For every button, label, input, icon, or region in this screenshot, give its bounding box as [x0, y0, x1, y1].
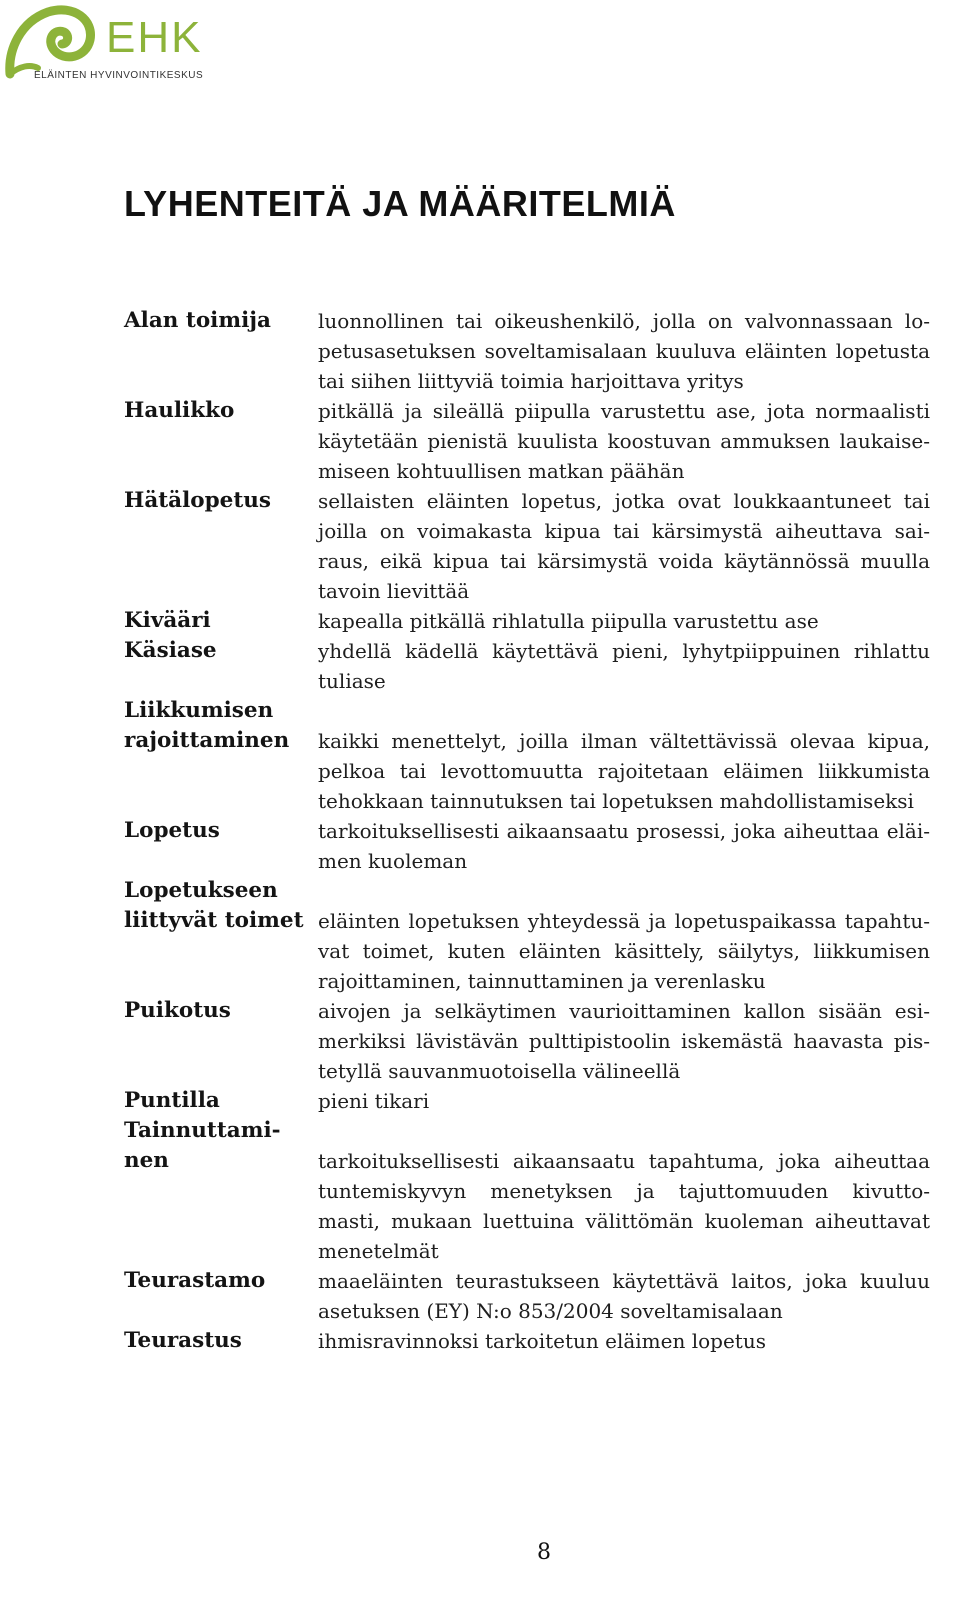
glossary-term: Lopetus [124, 818, 220, 843]
definition-line: miseen kohtuullisen matkan päähän [318, 459, 685, 483]
glossary-entry [124, 996, 934, 1086]
glossary-definition [318, 606, 930, 636]
definition-line: ihmisravinnoksi tarkoitetun eläimen lopetus [318, 1329, 766, 1353]
glossary-definition [318, 1116, 930, 1266]
glossary-definition [318, 1326, 930, 1356]
glossary-term-line: liittyvät toimet [124, 908, 304, 933]
glossary-definition [318, 1086, 930, 1116]
glossary-entry [124, 606, 934, 636]
glossary-term: Käsiase [124, 638, 217, 663]
definition-line: luonnollinen tai oikeushenkilö, jolla on valvonnassaan lo- [318, 309, 930, 333]
glossary-definition [318, 876, 930, 996]
glossary-definition [318, 1266, 930, 1326]
glossary-term: Puntilla [124, 1088, 220, 1113]
page-title: LYHENTEITÄ JA MÄÄRITELMIÄ [124, 183, 676, 224]
definition-line: tuliase [318, 669, 386, 693]
glossary-definition [318, 306, 930, 396]
definition-line: asetuksen (EY) N:o 853/2004 soveltamisalaan [318, 1299, 783, 1323]
glossary-entry [124, 396, 934, 486]
definition-line: maaeläinten teurastukseen käytettävä laitos, joka kuuluu [318, 1269, 930, 1293]
definition-line: eläinten lopetuksen yhteydessä ja lopetuspaikassa tapahtu- [318, 909, 930, 933]
glossary-entry [124, 696, 934, 816]
definition-line: masti, mukaan luettuina välittömän kuoleman aiheuttavat [318, 1209, 930, 1233]
glossary-term: Hätälopetus [124, 488, 271, 513]
glossary-term: Puikotus [124, 998, 231, 1023]
definition-line: kapealla pitkällä rihlatulla piipulla varustettu ase [318, 609, 819, 633]
glossary-entry [124, 1116, 934, 1266]
definition-line: menetelmät [318, 1239, 439, 1263]
definition-line: tai siihen liittyviä toimia harjoittava yritys [318, 369, 744, 393]
glossary-entry [124, 486, 934, 606]
glossary-entry [124, 816, 934, 876]
glossary-entry [124, 1326, 934, 1356]
definition-line: pitkällä ja sileällä piipulla varustettu ase, jota normaalisti [318, 399, 930, 423]
glossary-definition [318, 816, 930, 876]
logo-subtitle: ELÄINTEN HYVINVOINTIKESKUS [34, 70, 204, 81]
definition-line: joilla on voimakasta kipua tai kärsimystä aiheuttava sai- [318, 519, 930, 543]
definition-line: tarkoituksellisesti aikaansaatu prosessi, joka aiheuttaa eläi- [318, 819, 930, 843]
glossary-entry [124, 1086, 934, 1116]
definition-line: tuntemiskyvyn menetyksen ja tajuttomuuden kivutto- [318, 1179, 930, 1203]
definition-line: pieni tikari [318, 1089, 430, 1113]
glossary-entry [124, 306, 934, 396]
definition-line: petusasetuksen soveltamisalaan kuuluva eläinten lopetusta [318, 339, 930, 363]
definition-line: vat toimet, kuten eläinten käsittely, säilytys, liikkumisen [318, 939, 930, 963]
glossary-term [124, 1116, 318, 1266]
glossary-definition [318, 996, 930, 1086]
glossary-definition [318, 486, 930, 606]
glossary-term [124, 876, 318, 996]
definition-line: käytetään pienistä kuulista koostuvan ammuksen laukaise- [318, 429, 930, 453]
glossary-term: Teurastus [124, 1328, 242, 1353]
logo-wordmark: EHK [106, 13, 203, 62]
glossary-entry [124, 636, 934, 696]
glossary-term: Teurastamo [124, 1268, 266, 1293]
glossary-term-line: Lopetukseen [124, 878, 278, 903]
logo [4, 4, 234, 84]
definition-line: sellaisten eläinten lopetus, jotka ovat loukkaantuneet tai [318, 489, 930, 513]
definition-line: tetyllä sauvanmuotoisella välineellä [318, 1059, 681, 1083]
definition-line: rajoittaminen, tainnuttaminen ja verenlasku [318, 969, 766, 993]
glossary-definition [318, 696, 930, 816]
definition-line: tehokkaan tainnutuksen tai lopetuksen mahdollistamiseksi [318, 789, 914, 813]
definition-line: tavoin lievittää [318, 579, 470, 603]
glossary-term-line: Tainnuttami- [124, 1118, 281, 1143]
glossary-term: Alan toimija [124, 308, 271, 333]
definition-line: yhdellä kädellä käytettävä pieni, lyhytpiippuinen rihlattu [318, 639, 930, 663]
glossary-entry [124, 876, 934, 996]
page-number: 8 [537, 1540, 551, 1565]
glossary-term [124, 696, 318, 816]
glossary-term-line: nen [124, 1148, 169, 1173]
glossary-definition [318, 636, 930, 696]
definition-line: men kuoleman [318, 849, 468, 873]
glossary-entry [124, 1266, 934, 1326]
definition-line: pelkoa tai levottomuutta rajoitetaan eläimen liikkumista [318, 759, 930, 783]
glossary-term-line: Liikkumisen [124, 698, 274, 723]
glossary-term-line: rajoittaminen [124, 728, 290, 753]
definition-line: raus, eikä kipua tai kärsimystä voida käytännössä muulla [318, 549, 930, 573]
definition-line: merkiksi lävistävän pulttipistoolin iskemästä haavasta pis- [318, 1029, 930, 1053]
glossary-term: Haulikko [124, 398, 235, 423]
definition-line: tarkoituksellisesti aikaansaatu tapahtuma, joka aiheuttaa [318, 1149, 930, 1173]
glossary-term: Kivääri [124, 608, 211, 633]
glossary-list [124, 306, 934, 1356]
glossary-definition [318, 396, 930, 486]
definition-line: aivojen ja selkäytimen vaurioittaminen kallon sisään esi- [318, 999, 930, 1023]
definition-line: kaikki menettelyt, joilla ilman vältettävissä olevaa kipua, [318, 729, 930, 753]
